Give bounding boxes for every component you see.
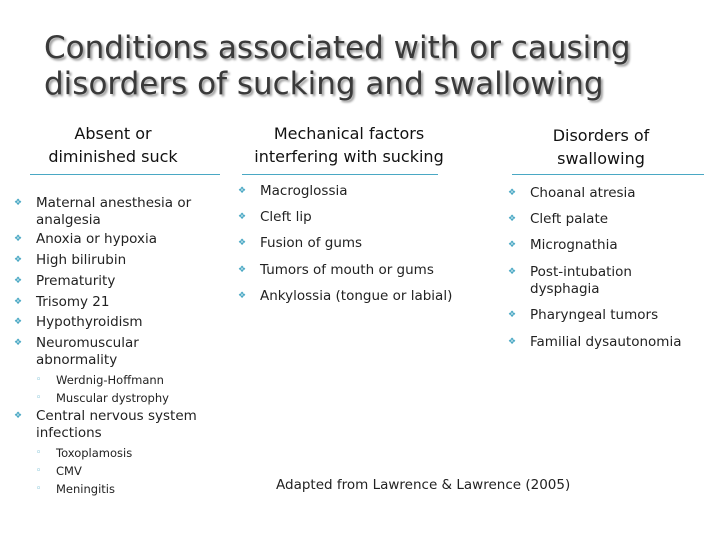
circle-bullet-icon: ◦: [36, 393, 42, 403]
bullet-icon: ❖: [508, 267, 517, 277]
bullet-icon: ❖: [14, 317, 23, 327]
bullet-icon: ❖: [238, 291, 247, 301]
bullet-icon: ❖: [238, 238, 247, 248]
heading-mechanical-factors: Mechanical factors interfering with sucking: [254, 124, 444, 166]
heading-rule-right: [512, 174, 704, 175]
list-item: ❖ Central nervous system infections: [14, 408, 197, 441]
list-absent-suck: [14, 195, 206, 370]
list-item: ❖ Post-intubation dysphagia: [508, 264, 632, 297]
list-item: ❖ Tumors of mouth or gums: [238, 262, 434, 278]
bullet-icon: ❖: [14, 338, 23, 348]
bullet-icon: ❖: [238, 186, 247, 196]
list-item: ◦ Muscular dystrophy: [36, 391, 169, 405]
list-item: ❖ Trisomy 21: [14, 294, 110, 310]
list-item: ❖ High bilirubin: [14, 252, 127, 268]
list-item: ❖ Macroglossia: [238, 183, 348, 199]
list-item: ❖ Ankylossia (tongue or labial): [238, 288, 453, 304]
list-swallowing-disorders: [508, 185, 690, 360]
list-item: ❖ Maternal anesthesia or analgesia: [14, 195, 192, 228]
bullet-icon: ❖: [14, 297, 23, 307]
heading-rule-left: [30, 174, 220, 175]
list-item: ◦ Toxoplamosis: [36, 446, 133, 460]
bullet-icon: ❖: [508, 188, 517, 198]
source-credit: Adapted from Lawrence & Lawrence (2005): [276, 477, 571, 493]
slide-title: Conditions associated with or causing disorders of sucking and swallowing: [44, 30, 631, 102]
sublist-neuromuscular: [36, 371, 216, 407]
list-item: ❖ Cleft palate: [508, 211, 609, 227]
bullet-icon: ❖: [14, 234, 23, 244]
bullet-icon: ❖: [14, 255, 23, 265]
circle-bullet-icon: ◦: [36, 375, 42, 385]
bullet-icon: ❖: [14, 411, 23, 421]
list-item: ❖ Fusion of gums: [238, 235, 363, 251]
list-mechanical-factors: [238, 183, 480, 314]
bullet-icon: ❖: [508, 240, 517, 250]
circle-bullet-icon: ◦: [36, 466, 42, 476]
list-item: ❖ Familial dysautonomia: [508, 334, 682, 350]
list-item: ❖ Anoxia or hypoxia: [14, 231, 158, 247]
list-item: ❖ Cleft lip: [238, 209, 312, 225]
list-item: ◦ CMV: [36, 464, 82, 478]
list-item: ❖ Hypothyroidism: [14, 314, 143, 330]
bullet-icon: ❖: [238, 212, 247, 222]
list-item: ❖ Pharyngeal tumors: [508, 307, 659, 323]
list-item: ❖ Prematurity: [14, 273, 116, 289]
list-item: ❖ Micrognathia: [508, 237, 618, 253]
list-item: ◦ Werdnig-Hoffmann: [36, 373, 164, 387]
circle-bullet-icon: ◦: [36, 448, 42, 458]
bullet-icon: ❖: [238, 265, 247, 275]
circle-bullet-icon: ◦: [36, 484, 42, 494]
bullet-icon: ❖: [508, 310, 517, 320]
heading-absent-suck: Absent or diminished suck: [48, 124, 178, 166]
bullet-icon: ❖: [14, 276, 23, 286]
bullet-icon: ❖: [508, 337, 517, 347]
heading-swallowing: Disorders of swallowing: [552, 126, 650, 168]
bullet-icon: ❖: [14, 198, 23, 208]
list-cns: [14, 408, 206, 442]
list-item: ◦ Meningitis: [36, 482, 115, 496]
sublist-cns-infections: [36, 444, 216, 498]
bullet-icon: ❖: [508, 214, 517, 224]
heading-rule-middle: [242, 174, 438, 175]
list-item: ❖ Choanal atresia: [508, 185, 636, 201]
list-item: ❖ Neuromuscular abnormality: [14, 335, 139, 368]
